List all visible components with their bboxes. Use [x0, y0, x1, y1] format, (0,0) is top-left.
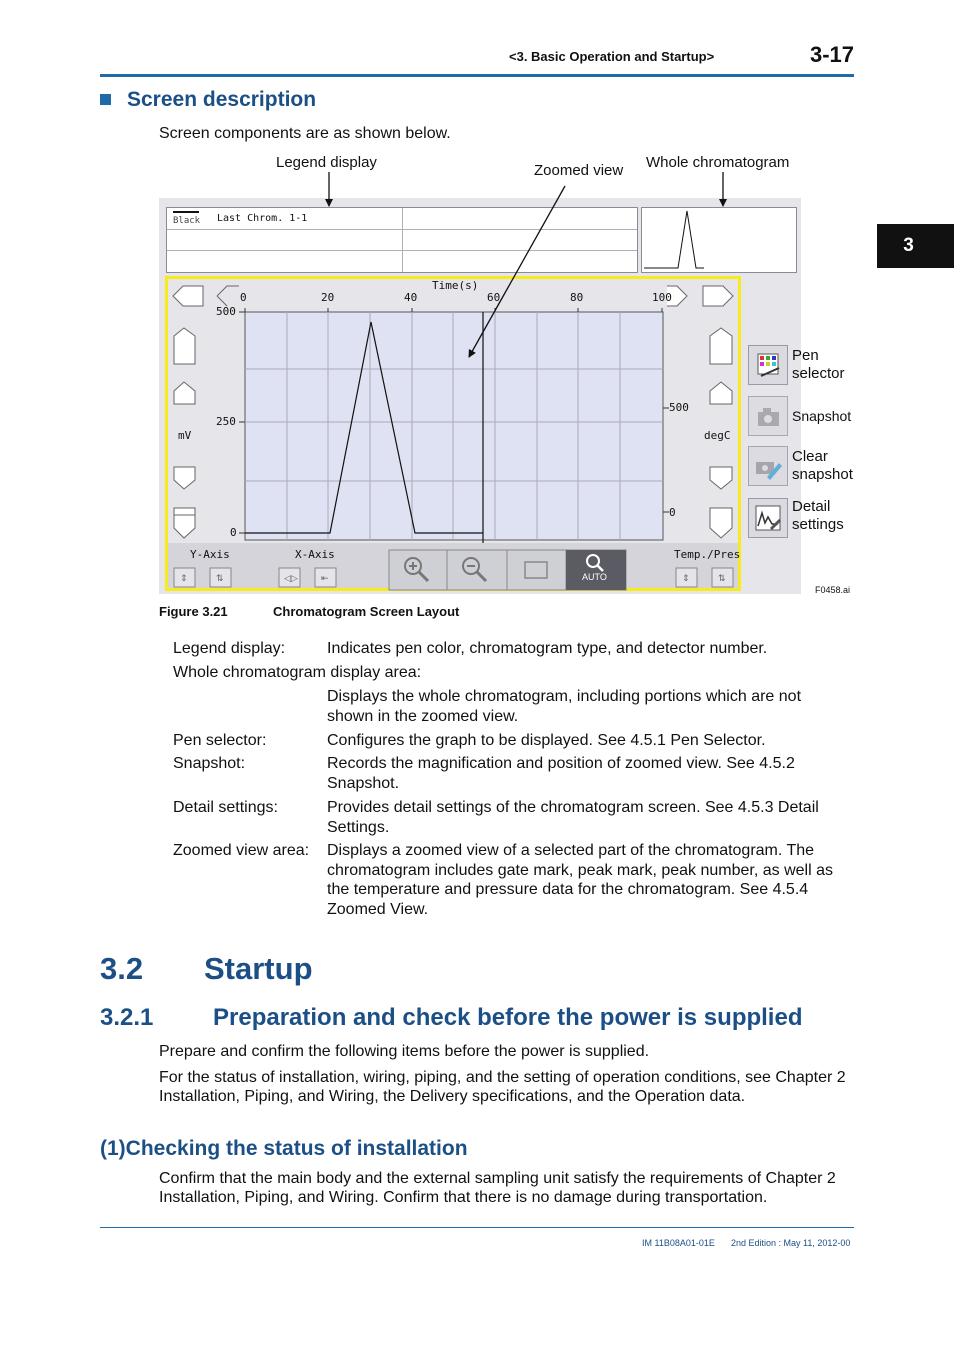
y-axis-button-label: Y-Axis [190, 548, 230, 561]
definition-term: Pen selector: [173, 732, 267, 749]
svg-text:⇅: ⇅ [216, 574, 224, 584]
subsection-title: Preparation and check before the power is supplied [213, 1004, 803, 1031]
footer-rule [100, 1227, 854, 1228]
auto-button-label[interactable]: AUTO [582, 572, 607, 582]
x-tick-label: 0 [240, 291, 247, 304]
svg-text:◁▷: ◁▷ [284, 574, 298, 584]
y-tick-label: 0 [230, 526, 237, 539]
figure-file-ref: F0458.ai [815, 585, 851, 595]
y-tick-label: 500 [216, 305, 236, 318]
screen-description-heading: Screen description [127, 88, 317, 111]
paragraph: Prepare and confirm the following items before the power is supplied. [159, 1043, 650, 1060]
paragraph: Confirm that the main body and the external sampling unit satisfy the requirements of Chapter 2 Installation, Piping, and Wiring. Confirm that there is no damage during transportation. [159, 1170, 836, 1206]
definition-term: Whole chromatogram display area: [173, 664, 422, 681]
definition-text: Records the magnification and position of zoomed view. See 4.5.2 Snapshot. [327, 755, 795, 792]
installation-heading: (1)Checking the status of installation [100, 1137, 468, 1160]
pen-selector-label: Pen selector [792, 347, 845, 382]
section-number: 3.2 [100, 951, 144, 986]
definition-text: Indicates pen color, chromatogram type, and detector number. [327, 640, 768, 657]
definition-term: Detail settings: [173, 799, 278, 816]
x-tick-label: 60 [487, 291, 501, 304]
x-tick-label: 20 [321, 291, 335, 304]
right-axis-unit: degC [704, 429, 731, 442]
footer-doc-number: IM 11B08A01-01E [642, 1238, 715, 1248]
definition-text: Displays the whole chromatogram, including portions which are not shown in the zoomed view. [327, 688, 802, 725]
y-axis-unit: mV [178, 429, 192, 442]
screen-description-intro: Screen components are as shown below. [159, 125, 451, 142]
definition-text: Provides detail settings of the chromatogram screen. See 4.5.3 Detail Settings. [327, 799, 819, 836]
definition-term: Zoomed view area: [173, 842, 310, 859]
detail-settings-label: Detail settings [792, 498, 844, 533]
legend-pen-name: Black [173, 216, 201, 226]
paragraph: For the status of installation, wiring, piping, and the setting of operation conditions, see Chapter 2 Installation, Piping, and Wiring, the Delivery specifications, and the Operation data. [159, 1069, 846, 1105]
svg-text:⇅: ⇅ [718, 574, 726, 584]
svg-text:⇤: ⇤ [321, 574, 329, 584]
right-tick-label: 500 [669, 401, 689, 414]
x-axis-title: Time(s) [432, 279, 479, 292]
page-number: 3-17 [810, 42, 855, 67]
x-tick-label: 80 [570, 291, 584, 304]
y-tick-label: 250 [216, 415, 236, 428]
definition-text: Configures the graph to be displayed. See 4.5.1 Pen Selector. [327, 732, 766, 749]
x-tick-label: 40 [404, 291, 418, 304]
section-title: Startup [204, 951, 313, 986]
definition-term: Legend display: [173, 640, 286, 657]
temp-press-label: Temp./Pres [674, 548, 741, 561]
x-axis-button-label: X-Axis [295, 548, 335, 561]
snapshot-label: Snapshot [792, 408, 852, 424]
footer-edition: 2nd Edition : May 11, 2012-00 [731, 1238, 851, 1248]
callout-arrows [0, 0, 954, 620]
definition-text: Displays a zoomed view of a selected part of the chromatogram. The chromatogram includes gate mark, peak mark, peak number, as well as the temperature and pressure data for the chromatogram. See 4.5.4 Zoomed View. [327, 842, 834, 918]
svg-text:⇕: ⇕ [682, 574, 690, 584]
legend-chromatogram-text: Last Chrom. 1-1 [217, 213, 308, 224]
callout-zoomed-view: Zoomed view [534, 162, 624, 179]
clear-snapshot-label: Clear snapshot [792, 448, 853, 483]
svg-text:⇕: ⇕ [180, 574, 188, 584]
chapter-tab: 3 [877, 224, 954, 268]
figure-number: Figure 3.21 [159, 604, 228, 619]
x-tick-label: 100 [652, 291, 672, 304]
definition-term: Snapshot: [173, 755, 246, 772]
callout-legend-display: Legend display [276, 154, 377, 171]
callout-whole-chromatogram: Whole chromatogram [646, 154, 790, 171]
running-header-section: <3. Basic Operation and Startup> [509, 49, 715, 64]
figure-title: Chromatogram Screen Layout [273, 604, 460, 619]
right-tick-label: 0 [669, 506, 676, 519]
subsection-number: 3.2.1 [100, 1004, 154, 1031]
